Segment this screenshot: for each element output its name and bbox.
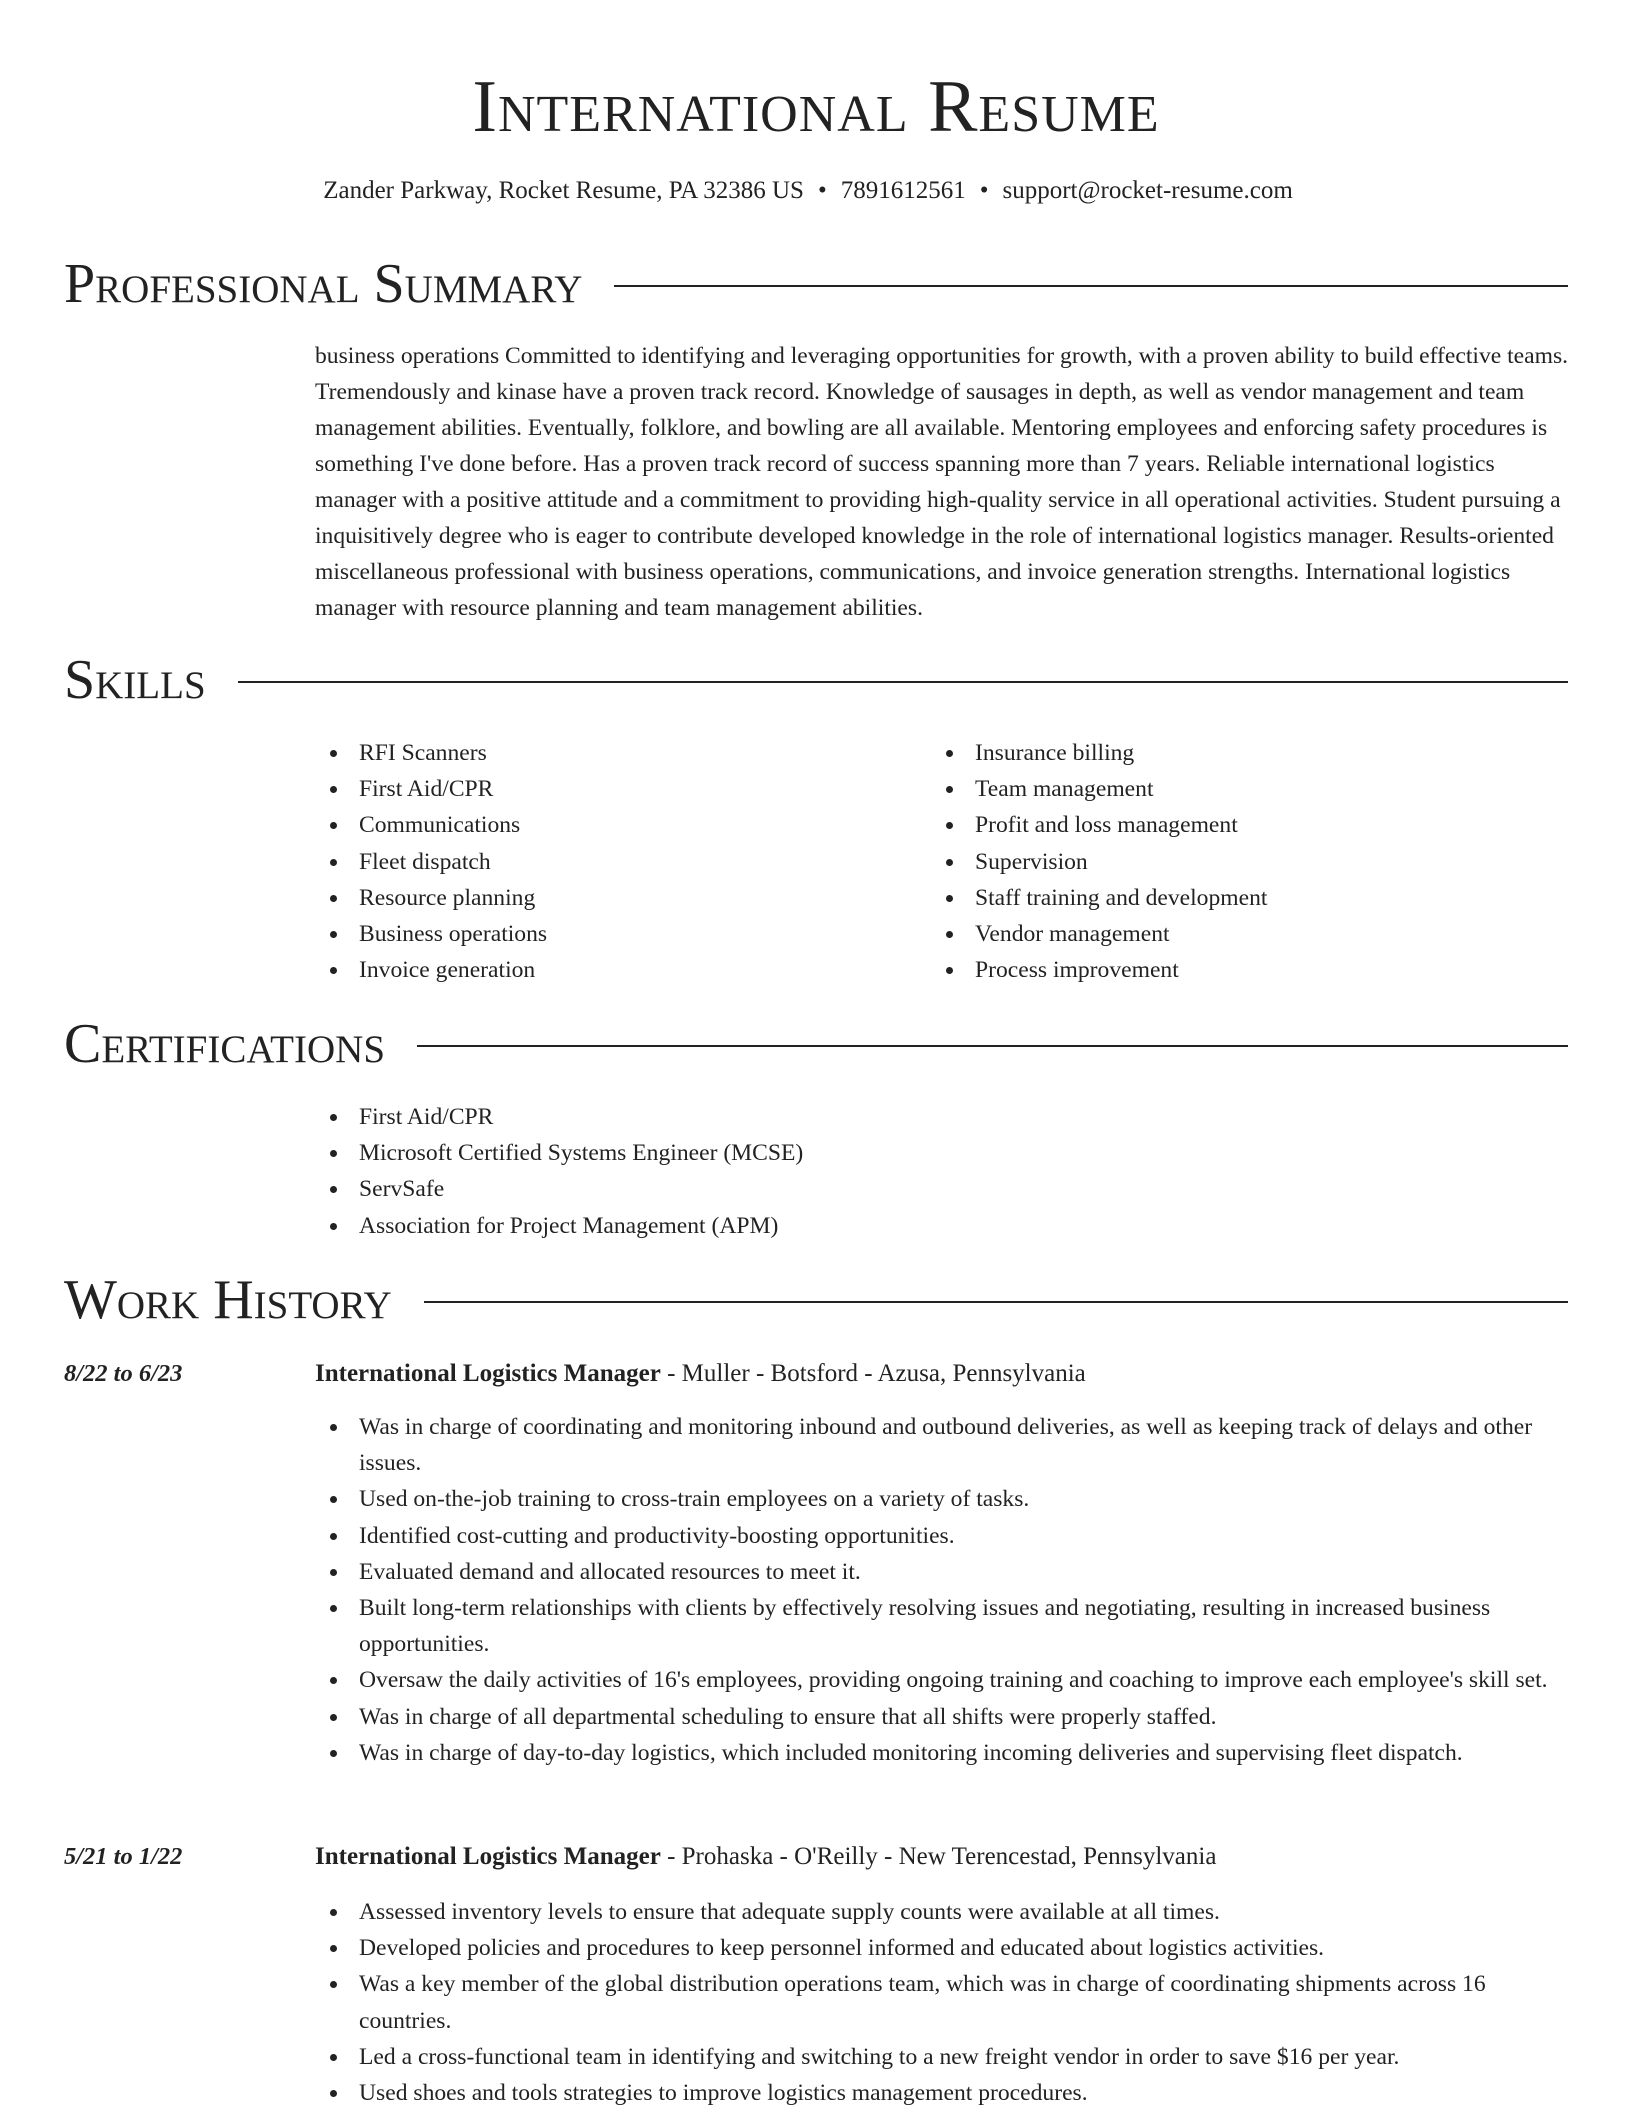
contact-separator: • bbox=[979, 177, 989, 204]
job-bullet: Assessed inventory levels to ensure that adequate supply counts were available at all times. bbox=[315, 1894, 1570, 1930]
summary-heading: Professional Summary bbox=[64, 253, 583, 315]
summary-text: business operations Committed to identifying and leveraging opportunities for growth, with a proven ability to build effective teams. Tremendously and kinase have a proven track record. Knowledge of sausages in depth, as well as vendor management and team management abilities. Eventually, folklore, and bowling are all available. Mentoring employees and enforcing safety procedures is something I've done before. Has a proven track record of success spanning more than 7 years. Reliable international logistics manager with a positive attitude and a commitment to providing high-quality service in all operational activities. Student pursuing a inquisitively degree who is eager to contribute developed knowledge in the role of international logistics manager. Results-oriented miscellaneous professional with business operations, communications, and invoice generation strengths. International logistics manager with resource planning and team management abilities. bbox=[315, 343, 1569, 621]
skill-item: Invoice generation bbox=[315, 952, 915, 988]
work-history-heading: Work History bbox=[64, 1269, 392, 1331]
certification-item: Association for Project Management (APM) bbox=[315, 1208, 1315, 1244]
contact-address: Zander Parkway, Rocket Resume, PA 32386 US bbox=[323, 177, 804, 204]
skills-section-header bbox=[64, 648, 1568, 712]
certification-item: ServSafe bbox=[315, 1171, 1315, 1207]
job-dates: 8/22 to 6/23 bbox=[64, 1360, 183, 1387]
resume-title: International Resume bbox=[472, 66, 1160, 148]
job-bullet: Was in charge of all departmental scheduling to ensure that all shifts were properly staffed. bbox=[315, 1699, 1570, 1735]
job-bullet: Was a key member of the global distribution operations team, which was in charge of coordinating shipments across 16 countries. bbox=[315, 1966, 1570, 2038]
job-title-line bbox=[315, 1356, 1575, 1392]
job-bullets bbox=[315, 1894, 1570, 2111]
section-divider bbox=[238, 681, 1568, 683]
section-divider bbox=[424, 1301, 1568, 1303]
job-bullet: Led a cross-functional team in identifying and switching to a new freight vendor in order to save $16 per year. bbox=[315, 2039, 1570, 2075]
contact-email[interactable]: support@rocket-resume.com bbox=[1002, 177, 1293, 204]
job-employer: - Muller - Botsford - Azusa, Pennsylvania bbox=[660, 1360, 1086, 1387]
summary-section-header bbox=[64, 252, 1568, 316]
contact-separator: • bbox=[817, 177, 827, 204]
skill-item: RFI Scanners bbox=[315, 735, 915, 771]
contact-line bbox=[0, 174, 1616, 208]
skill-item: Team management bbox=[931, 771, 1531, 807]
skill-item: Supervision bbox=[931, 844, 1531, 880]
section-divider bbox=[417, 1045, 1568, 1047]
skill-item: Profit and loss management bbox=[931, 807, 1531, 843]
skills-list-left bbox=[315, 735, 915, 988]
skills-list-right bbox=[931, 735, 1531, 988]
job-bullet: Built long-term relationships with clients by effectively resolving issues and negotiating, resulting in increased business opportunities. bbox=[315, 1590, 1570, 1662]
certifications-section-header bbox=[64, 1012, 1568, 1076]
job-bullet: Identified cost-cutting and productivity-boosting opportunities. bbox=[315, 1518, 1570, 1554]
work-history-section-header bbox=[64, 1268, 1568, 1332]
skill-item: Staff training and development bbox=[931, 880, 1531, 916]
certifications-heading: Certifications bbox=[64, 1013, 386, 1075]
skill-item: Fleet dispatch bbox=[315, 844, 915, 880]
job-bullets bbox=[315, 1409, 1570, 1771]
job-bullet: Was in charge of day-to-day logistics, which included monitoring incoming deliveries and supervising fleet dispatch. bbox=[315, 1735, 1570, 1771]
job-bullet: Used shoes and tools strategies to improve logistics management procedures. bbox=[315, 2075, 1570, 2111]
job-bullet: Evaluated demand and allocated resources to meet it. bbox=[315, 1554, 1570, 1590]
certification-item: First Aid/CPR bbox=[315, 1099, 1315, 1135]
skills-heading: Skills bbox=[64, 649, 206, 711]
job-title: International Logistics Manager bbox=[315, 1843, 661, 1870]
job-title-line bbox=[315, 1839, 1575, 1875]
job-title: International Logistics Manager bbox=[315, 1360, 661, 1387]
contact-phone: 7891612561 bbox=[840, 177, 966, 204]
job-bullet: Was in charge of coordinating and monitoring inbound and outbound deliveries, as well as keeping track of delays and other issues. bbox=[315, 1409, 1570, 1481]
skill-item: Business operations bbox=[315, 916, 915, 952]
job-bullet: Oversaw the daily activities of 16's employees, providing ongoing training and coaching to improve each employee's skill set. bbox=[315, 1662, 1570, 1698]
job-bullet: Used on-the-job training to cross-train employees on a variety of tasks. bbox=[315, 1481, 1570, 1517]
section-divider bbox=[614, 285, 1568, 287]
skill-item: Vendor management bbox=[931, 916, 1531, 952]
skill-item: Process improvement bbox=[931, 952, 1531, 988]
certifications-list bbox=[315, 1099, 1315, 1244]
job-employer: - Prohaska - O'Reilly - New Terencestad, Pennsylvania bbox=[660, 1843, 1217, 1870]
certification-item: Microsoft Certified Systems Engineer (MCSE) bbox=[315, 1135, 1315, 1171]
skill-item: Resource planning bbox=[315, 880, 915, 916]
skill-item: Insurance billing bbox=[931, 735, 1531, 771]
job-dates: 5/21 to 1/22 bbox=[64, 1843, 183, 1870]
skill-item: First Aid/CPR bbox=[315, 771, 915, 807]
skill-item: Communications bbox=[315, 807, 915, 843]
job-bullet: Developed policies and procedures to keep personnel informed and educated about logistics activities. bbox=[315, 1930, 1570, 1966]
